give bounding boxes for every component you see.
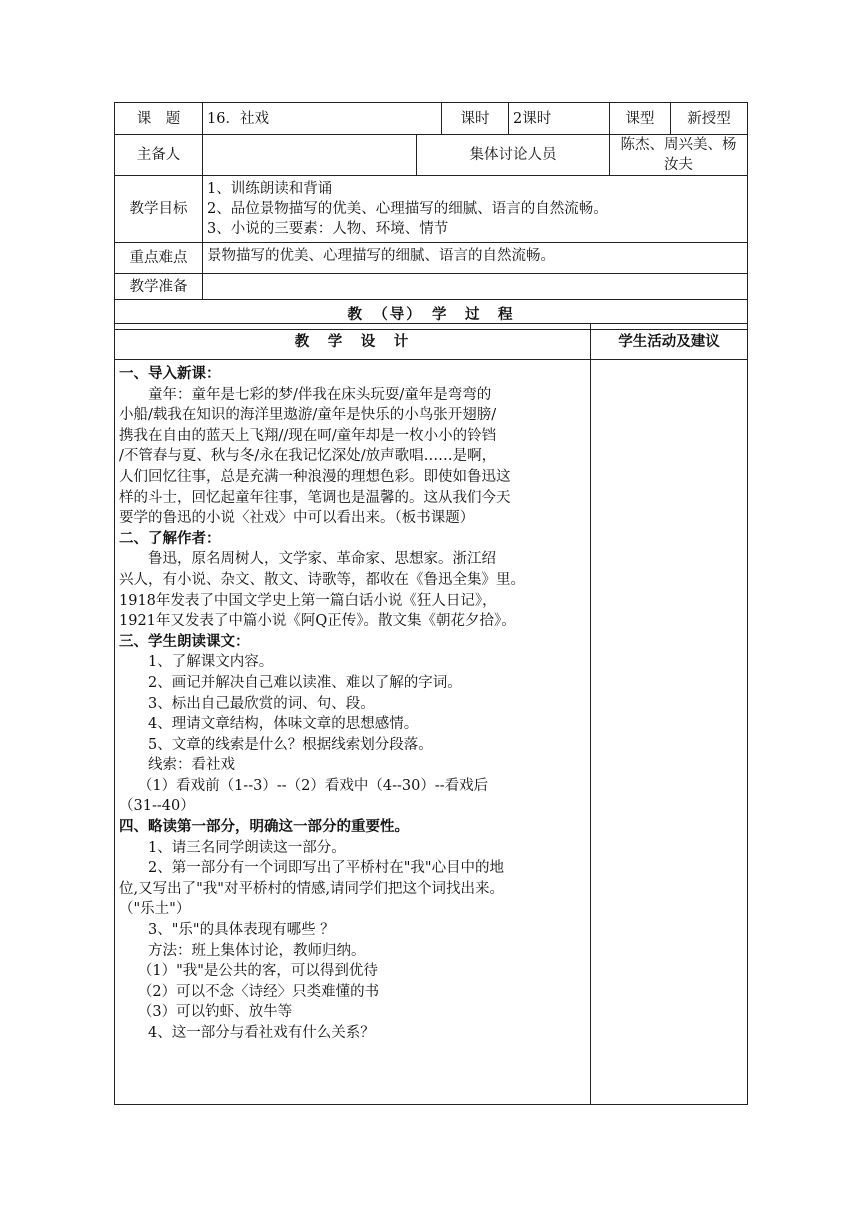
- text-line: 人们回忆往事，总是充满一种浪漫的理想色彩。即使如鲁迅这: [119, 468, 511, 485]
- type-value: 新授型: [671, 103, 748, 135]
- topic-value: 16．社戏: [203, 103, 442, 135]
- type-label: 课型: [610, 103, 671, 135]
- lesson-info-table: [114, 102, 748, 330]
- key-points-value: 景物描写的优美、心理描写的细腻、语言的自然流畅。: [203, 243, 748, 274]
- preparation-label: 教学准备: [115, 274, 203, 300]
- list-item: （1）"我"是公共的客，可以得到优待: [137, 963, 378, 980]
- text-line: 兴人，有小说、杂文、散文、诗歌等，都收在《鲁迅全集》里。: [119, 571, 525, 588]
- text-line: /不管春与夏、秋与冬/永在我记忆深处/放声歌唱……是啊，: [119, 448, 497, 465]
- list-item: 线索：看社戏: [148, 757, 235, 774]
- hours-label: 课时: [442, 103, 509, 135]
- goals-list: [203, 176, 748, 243]
- list-item: 3、"乐"的具体表现有哪些 ？: [148, 922, 335, 939]
- section-title: 四、略读第一部分，明确这一部分的重要性。: [119, 819, 409, 836]
- topic-label: 课 题: [115, 103, 203, 135]
- student-activity-title: 学生活动及建议: [591, 324, 748, 360]
- list-item: 2、画记并解决自己难以读准、难以了解的字词。: [148, 674, 462, 691]
- text-line: （31--40）: [119, 798, 195, 815]
- list-item: 1、了解课文内容。: [148, 654, 274, 671]
- text-line: 位,又写出了"我"对平桥村的情感,请同学们把这个词找出来。: [119, 880, 505, 897]
- text-line: 要学的鲁迅的小说〈社戏〉中可以看出来。（板书课题）: [119, 510, 475, 527]
- design-table: [114, 323, 748, 1105]
- preparer-label: 主备人: [115, 135, 203, 176]
- section-title: 一、导入新课：: [119, 366, 221, 382]
- text-line: 1918年发表了中国文学史上第一篇白话小说《狂人日记》，: [119, 592, 497, 609]
- list-item: （3）可以钓虾、放牛等: [137, 1004, 293, 1021]
- goals-label: 教学目标: [115, 176, 203, 243]
- list-item: （2）可以不念〈诗经〉只类难懂的书: [137, 983, 380, 1000]
- list-item: 1、请三名同学朗读这一部分。: [148, 839, 346, 856]
- list-item: 2、第一部分有一个词即写出了平桥村在"我"心目中的地: [148, 860, 505, 877]
- list-item: 4、理请文章结构，体味文章的思想感情。: [148, 716, 419, 733]
- preparation-value: [203, 274, 748, 300]
- text-line: 鲁迅，原名周树人，文学家、革命家、思想家。浙江绍: [148, 551, 496, 568]
- student-activity-content: [591, 360, 748, 1105]
- design-content: [115, 360, 591, 1105]
- text-line: 1921年又发表了中篇小说《阿Q正传》。散文集《朝花夕拾》。: [119, 613, 516, 630]
- preparer-value: [203, 135, 417, 176]
- list-item: 4、这一部分与看社戏有什么关系？: [148, 1025, 375, 1041]
- section-title: 二、了解作者：: [119, 530, 221, 547]
- discussion-value: 陈杰、周兴美、杨汝夫: [610, 135, 748, 176]
- text-line: 样的斗士，回忆起童年往事，笔调也是温馨的。这从我们今天: [119, 489, 511, 506]
- text-line: 童年：童年是七彩的梦/伴我在床头玩耍/童年是弯弯的: [148, 386, 492, 403]
- design-title: 教 学 设 计: [115, 324, 591, 360]
- goal-item: 3、小说的三要素：人物、环境、情节: [207, 221, 449, 237]
- key-points-label: 重点难点: [115, 243, 203, 274]
- text-line: 小船/载我在知识的海洋里遨游/童年是快乐的小鸟张开翅膀/: [119, 407, 497, 424]
- text-line: （"乐土"）: [119, 901, 191, 918]
- hours-value: 2课时: [509, 103, 610, 135]
- text-line: （1）看戏前（1--3）--（2）看戏中（4--30）--看戏后: [137, 777, 489, 794]
- process-title: 教 （导） 学 过 程: [115, 300, 748, 330]
- list-item: 方法：班上集体讨论，教师归纳。: [148, 942, 366, 959]
- discussion-label: 集体讨论人员: [417, 135, 610, 176]
- text-line: 携我在自由的蓝天上飞翔//现在呵/童年却是一枚小小的铃铛: [119, 427, 497, 444]
- section-title: 三、学生朗读课文：: [119, 633, 250, 650]
- list-item: 3、标出自己最欣赏的词、句、段。: [148, 695, 375, 712]
- goal-item: 2、品位景物描写的优美、心理描写的细腻、语言的自然流畅。: [207, 201, 608, 217]
- goal-item: 1、训练朗读和背诵: [207, 181, 333, 197]
- list-item: 5、文章的线索是什么？根据线索划分段落。: [148, 736, 433, 753]
